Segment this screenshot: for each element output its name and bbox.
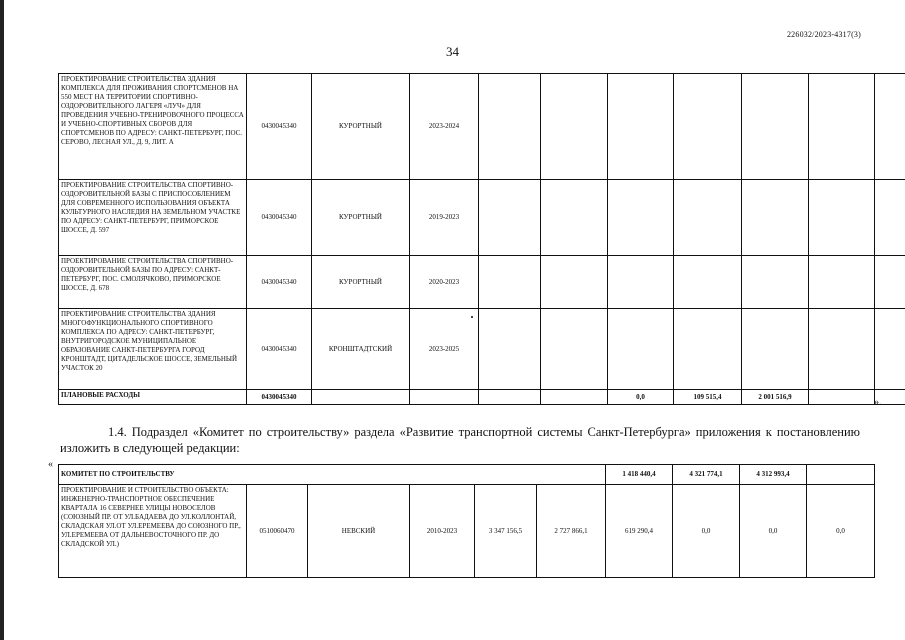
budget-code: 0430045340 bbox=[247, 390, 312, 405]
budget-code: 0430045340 bbox=[247, 180, 312, 256]
table-row bbox=[59, 74, 905, 180]
district: КУРОРТНЫЙ bbox=[312, 180, 410, 256]
object-name: ПРОЕКТИРОВАНИЕ СТРОИТЕЛЬСТВА ЗДАНИЯ МНОГОФУНКЦИОНАЛЬНОГО СПОРТИВНОГО КОМПЛЕКСА ПО АДРЕСУ: САНКТ-ПЕТЕРБУРГ, ВНУТРИГОРОДСКОЕ МУНИЦИПАЛЬНОЕ ОБРАЗОВАНИЕ САНКТ-ПЕТЕРБУРГА ГОРОД КРОНШТАДТ, ЦИТАДЕЛЬСКОЕ ШОССЕ, ЗЕМЕЛЬНЫЙ УЧАСТОК 20 bbox=[59, 309, 247, 390]
district: НЕВСКИЙ bbox=[308, 485, 410, 578]
scan-edge bbox=[0, 0, 4, 640]
construction-table-2 bbox=[58, 464, 875, 578]
construction-table-1 bbox=[58, 73, 905, 405]
object-name: ПРОЕКТИРОВАНИЕ СТРОИТЕЛЬСТВА СПОРТИВНО-ОЗДОРОВИТЕЛЬНОЙ БАЗЫ С ПРИСПОСОБЛЕНИЕМ ДЛЯ СОВРЕМЕННОГО ИСПОЛЬЗОВАНИЯ ОБЪЕКТА КУЛЬТУРНОГО НАСЛЕДИЯ НА ЗЕМЕЛЬНОМ УЧАСТКЕ ПО АДРЕСУ: САНКТ-ПЕТЕРБУРГ, ПРИМОРСКОЕ ШОССЕ, Д. 597 bbox=[59, 180, 247, 256]
value-4: 0,0 bbox=[807, 485, 875, 578]
committee-total-2: 4 321 774,1 bbox=[673, 465, 740, 485]
years: 2023-2025 bbox=[410, 309, 479, 390]
years: 2010-2023 bbox=[410, 485, 475, 578]
committee-total-3: 4 312 993,4 bbox=[740, 465, 807, 485]
value-3: 0,0 bbox=[740, 485, 807, 578]
opening-quote: « bbox=[48, 459, 53, 470]
planned-expenses-row bbox=[59, 390, 905, 405]
table-row bbox=[59, 485, 875, 578]
table-row bbox=[59, 309, 905, 390]
committee-label: КОМИТЕТ ПО СТРОИТЕЛЬСТВУ bbox=[59, 465, 606, 485]
value-2: 0,0 bbox=[673, 485, 740, 578]
years: 2019-2023 bbox=[410, 180, 479, 256]
object-name: ПРОЕКТИРОВАНИЕ И СТРОИТЕЛЬСТВО ОБЪЕКТА: ИНЖЕНЕРНО-ТРАНСПОРТНОЕ ОБЕСПЕЧЕНИЕ КВАРТАЛА 16 СЕВЕРНЕЕ УЛИЦЫ НОВОСЕЛОВ (СОЮЗНЫЙ ПР. ОТ УЛ.БАДАЕВА ДО УЛ.КОЛЛОНТАЙ, СКЛАДСКАЯ УЛ.ОТ УЛ.ЕРЕМЕЕВА ДО СОЮЗНОГО ПР., УЛ.ЕРЕМЕЕВА ОТ ДАЛЬНЕВОСТОЧНОГО ПР. ДО СКЛАДСКОЙ УЛ.) bbox=[59, 485, 247, 578]
years: 2023-2024 bbox=[410, 74, 479, 180]
table-row bbox=[59, 256, 905, 309]
planned-value-3: 2 001 516,9 bbox=[742, 390, 809, 405]
spent-amount: 2 727 866,1 bbox=[537, 485, 606, 578]
object-name: ПРОЕКТИРОВАНИЕ СТРОИТЕЛЬСТВА ЗДАНИЯ КОМПЛЕКСА ДЛЯ ПРОЖИВАНИЯ СПОРТСМЕНОВ НА 550 МЕСТ НА ТЕРРИТОРИИ СПОРТИВНО-ОЗДОРОВИТЕЛЬНОГО ЛАГЕРЯ «ЛУЧ» ДЛЯ ПРОВЕДЕНИЯ УЧЕБНО-ТРЕНИРОВОЧНОГО ПРОЦЕССА И УЧЕБНО-СПОРТИВНЫХ СБОРОВ ДЛЯ СПОРТСМЕНОВ ПО АДРЕСУ: САНКТ-ПЕТЕРБУРГ, ПОС. СЕРОВО, ЛЕСНАЯ УЛ., Д. 9, ЛИТ. А bbox=[59, 74, 247, 180]
planned-expenses-label: ПЛАНОВЫЕ РАСХОДЫ bbox=[59, 390, 247, 405]
district: КУРОРТНЫЙ bbox=[312, 256, 410, 309]
page-number: 34 bbox=[446, 44, 459, 59]
table-row bbox=[59, 180, 905, 256]
document-number: 226032/2023-4317(3) bbox=[786, 30, 861, 39]
budget-code: 0430045340 bbox=[247, 74, 312, 180]
district: КУРОРТНЫЙ bbox=[312, 74, 410, 180]
object-name: ПРОЕКТИРОВАНИЕ СТРОИТЕЛЬСТВА СПОРТИВНО-ОЗДОРОВИТЕЛЬНОЙ БАЗЫ ПО АДРЕСУ: САНКТ-ПЕТЕРБУРГ, ПОС. СМОЛЯЧКОВО, ПРИМОРСКОЕ ШОССЕ, Д. 678 bbox=[59, 256, 247, 309]
planned-value-1: 0,0 bbox=[608, 390, 674, 405]
district: КРОНШТАДТСКИЙ bbox=[312, 309, 410, 390]
scan-speck bbox=[471, 316, 473, 318]
years: 2020-2023 bbox=[410, 256, 479, 309]
budget-code: 0430045340 bbox=[247, 309, 312, 390]
value-1: 619 290,4 bbox=[606, 485, 673, 578]
committee-header-row bbox=[59, 465, 875, 485]
committee-total-1: 1 418 440,4 bbox=[606, 465, 673, 485]
amendment-paragraph: 1.4. Подраздел «Комитет по строительству» раздела «Развитие транспортной системы Санкт-Петербурга» приложения к постановлению изложить в следующей редакции: bbox=[60, 425, 860, 455]
budget-code: 0510060470 bbox=[247, 485, 308, 578]
closing-quote: ». bbox=[874, 397, 882, 408]
planned-value-2: 109 515,4 bbox=[674, 390, 742, 405]
budget-code: 0430045340 bbox=[247, 256, 312, 309]
total-cost: 3 347 156,5 bbox=[475, 485, 537, 578]
